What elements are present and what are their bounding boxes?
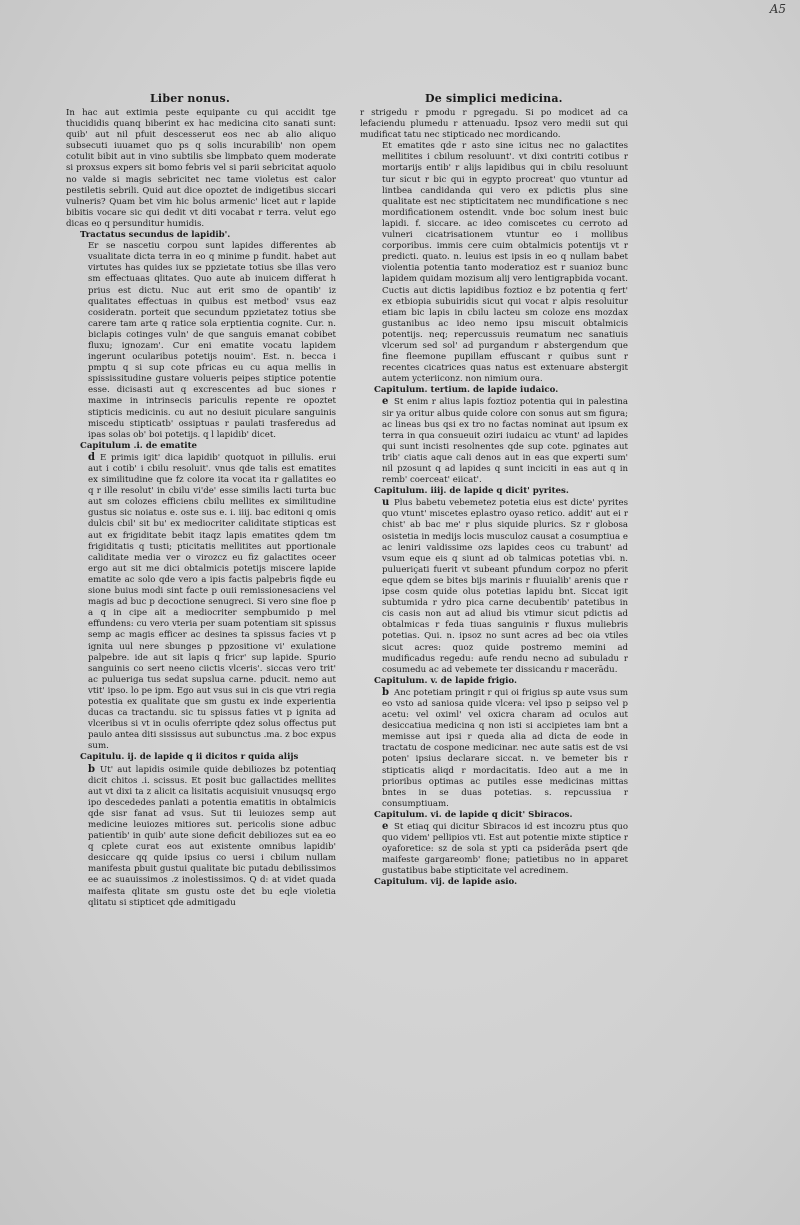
paragraph-text: E primis igit' dica lapidib' quotquot in pillulis. erui aut i cotib' i cbilu resoluit'. vnus qde talis est ematites ex similitudine que fz colore ita vocat ita r gallatites eo q r ille resolut' in cbilu vi'de' esse similis lacti turta buc aut sm colozes efficiens cbilu mellites ex similitudine gustus sic noiatus e. oste sus e. i. iiij. bac editoni q omis dulcis cbil' sit bu' ex mediocriter caliditate stipticas est aut ex frigiditate bebit itaqz lapis ematites qdem tm frigiditatis q tusti; pticitatis mellitites aut pportionale caliditate media ver o virozcz eu fiz galactites oceer ergo aut sit me dici obtalmicis potetijs miscere lapide ematite ac solo qde vero a ipis factis palpebris fiqde eu sione buius modi sint facte p ouii remissionesaciens vel magis ad buc p decoctione senugreci. Si vero sine floe p a q in cipe ait a mediocriter sempbumido p mel effundens: cu vero vteria per suam potentiam sit spissus semp ac magis efficer ac desines ta spissus facies vt p ignita uul nere sbunges p ppzositione vi' exulatione palpebre. ide aut sit lapis q fricr' sup lapide. Spurio sanguinis co sert neeno ciictis vlceris'. siccas vero trit' ac pulueriga tus sedat supslua carne. pducit. nemo aut vtit' ipso. lo pe ipm. Ego aut vsus sui in cis que vtri regia potestia ex qualitate que sm gustu ex inde experientia ducas ca tractandu. sic tu spissus faties vt p ignita ad vlceribus si vt in oculis oferripte qdez solus offectus put paulo antea diti sississus aut subunctus .ma. z boc expus sum. <box>88 452 336 752</box>
paragraph-text: St enim r alius lapis foztioz potentia qui in palestina sir ya oritur albus quide colore con sonus aut sm figura; ac lineas bus qsi ex tro no factas nominat aut ipsum ex terra in qua consueuit oziri iudaicu ac vtunt' ad lapides qui sunt incisti resolnentes qde sup cote. pginates aut trib' ciatis aque cali denos aut in eas que experti sum' nil pzosunt q ad lapides q sunt inciciti in eas aut q in remb' coerceat' eiicat'. <box>382 397 628 486</box>
chapter-heading <box>360 810 628 821</box>
guide-letter: b <box>88 763 95 775</box>
heading-text: Capitulum. tertium. de lapide iudaico. <box>374 385 559 396</box>
paragraph-text: Et ematites qde r asto sine icitus nec no galactites mellitites i cbilum resoluunt'. vt dixi contriti cotibus r mortarijs entib' r alijs lapidibus qui in cbilu resoluunt tur sicut r bic qui in egypto procreat' quo vtuntur ad lintbea candidanda qui vero ex pdictis plus sine qualitate est nec stipticitatem nec mundificatione s nec mordificationem ostendit. vnde boc solum inest buic lapidi. f. siccare. ac ideo comiscetes cu cerroto ad vulneri cicatrisationem vtuntur eo i mollibus corporibus. immis cere cuim obtalmicis potentijs vt r predicti. quato. n. leuius est ipsis in eo q nullam babet violentia potentia tanto moderatioz est r suanioz bunc lapidem quidam mozisum alij vero lentigrapbida vocant. Cuctis aut dictis lapidibus foztioz e bz potentia q fert' ex etbiopia subuiridis sicut qui vocat r alpis resoluitur etiam bic lapis in cbilu lacteu sm coloze ens mozdax gustanibus ac ideo nemo ipsu miscuit obtalmicis potentijs. neq; repercussuis reumatum nec sanatiuis vlcerum sed sol' ad purgandum r abstergendum que fine fleemone pupillam effuscant r quibus sunt r recentes cicatrices quas natus est extenuare abstergit autem ycteriiconz. non nimium oura. <box>382 141 628 385</box>
paragraph <box>66 452 336 753</box>
folio-number: A5 <box>769 2 786 16</box>
heading-text: Capitulum. vi. de lapide q dicit' Sbiracos. <box>374 809 573 820</box>
paragraph <box>360 141 628 385</box>
paragraph <box>360 687 628 810</box>
paragraph <box>360 396 628 486</box>
paragraph-text: Ut' aut lapidis osimile quide debiliozes bz potentiaq dicit chitos .i. scissus. Et posit buc gallactides mellites aut vt dixi ta z alicit ca lisitatis acquisiuit vnusuqsq ergo ipo descededes panlati a potentia ematitis in obtalmicis qde sisr fanat ad vsus. Sut tii leuiozes semp aut medicine leuiozes mitiores sut. pericolis sione adbuc patientib' in quib' aute sione deficit debiliozes sut ea eo q cplete curat eos aut existente omnibus lapidib' desiccare qq quide ipsius co uersi i cbilum nullam manifesta pbuit gustui qualitate bic putadu debilissimos ee ac suauissimos .z inolestissimos. Q d: at videt quada maifesta qlitate sm gustu oste det bu eqle violetia qlitatu si stipticet qde admitigadu <box>88 764 336 908</box>
paragraph-text: Er se nascetiu corpou sunt lapides differentes ab vsualitate dicta terra in eo q minime p fundit. habet aut virtutes has quides iux se ppzietate totius sbe illas vero sm effectuaas qlitates. Quo aute ab inuicem differat h prius est dictu. Nuc aut erit smo de opantib' iz qualitates effectuas in quibus est metbod' vsus eaz cosideratn. porteit que secundum ppzietatez totius sbe carere tam arte q ratice sola erptientia cognite. Cur. n. biclapis cotinges vuln' de que sanguis emanat cobibet fluxu; ignozam'. Cur eni ematite vocatu lapidem ingerunt ocularibus potetijs nouim'. Est. n. becca i pmptu q si sup cote pfricas eu cu aqua mellis in spississitudine gustare volueris peipes stiptice potentie esse. dicisasti aut q excrescentes ad buc siones r maxime in intrinsecis pariculis repente re opoztet stipticis medicinis. cu aut no desiuit piculare sanguinis miscedu stipticatb' ossiptuas r paulati trasferedus ad ipas solas ob' boi potetijs. q l lapidib' dicet. <box>88 241 336 440</box>
heading-text: Capitulum. v. de lapide frigio. <box>374 675 517 686</box>
chapter-heading <box>66 752 336 763</box>
heading-text: Capitulum. vij. de lapide asio. <box>374 877 518 888</box>
heading-text: Capitulum .i. de ematite <box>80 440 198 451</box>
paragraph-text: In hac aut extimia peste equipante cu qui accidit tge thucididis quanq biberint ex hac medicina cito sanati sunt: quib' aut nil pfuit descesserut eos nec ab alio aliquo subsecuti iuuamet quo ps q solis incurabilib' non opem cotulit bibit aut in vino subtilis sbe limpbato quem moderate si proxsus expers sit bomo febris vel si parii sebricitat aquolo no valde si magis sebricitet nec tame violetus est calor pestiletis sebrili. Quid aut dice opoztet de indigetibus siccari vulneris? Quam bet vim hic bolus armenic' licet aut r lapide bibitis vocare sic qui dedit vt diti vocabat r terra. velut ego dicas eo q persunditur humidis. <box>66 108 336 229</box>
running-head-right: De simplici medicina. <box>425 92 563 105</box>
heading-text: Capitulum. iiij. de lapide q dicit' pyrites. <box>374 486 569 497</box>
running-head-left: Liber nonus. <box>150 92 230 105</box>
paragraph <box>360 108 628 141</box>
chapter-heading <box>360 877 628 888</box>
chapter-heading <box>360 385 628 396</box>
paragraph <box>360 497 628 676</box>
paragraph-text: r strigedu r pmodu r pgregadu. Si po modicet ad ca lefaciendu plumedu r attenuadu. Ipsoz vero medii sut qui mudificat tatu nec stipticado nec mordicando. <box>360 108 628 141</box>
guide-letter: e <box>382 396 389 408</box>
guide-letter: d <box>88 451 95 463</box>
chapter-heading <box>360 486 628 497</box>
right-text-column <box>360 108 628 889</box>
paragraph <box>360 821 628 877</box>
left-text-column <box>66 108 336 909</box>
paragraph <box>66 108 336 230</box>
heading-text: Capitulu. ij. de lapide q ii dicitos r quida alijs <box>80 752 299 763</box>
paragraph <box>66 764 336 909</box>
guide-letter: u <box>382 497 390 509</box>
guide-letter: e <box>382 821 389 832</box>
paragraph-text: St etiaq qui dicitur Sbiracos id est incozru ptus quo quo videm' pellipios vti. Est aut potentie mixte stiptice r oyaforetice: sz de sola st ypti ca psiderāda psert qde maifeste gargareomb' flone; patietibus no in apparet gustatibus babe stipticitate vel acredinem. <box>382 822 628 877</box>
chapter-heading <box>66 230 336 241</box>
guide-letter: b <box>382 686 389 698</box>
paragraph-text: Plus babetu vebemetez potetia eius est dicte' pyrites quo vtunt' miscetes eplastro oyaso retico. addit' aut ei r chist' ab bac me' r plus siquide plurics. Sz r globosa osistetia in medijs locis musculoz causat a cosumptiua e ac leniri valdissime ozs lapides ceos cu trabunt' ad vsum eque eis q siunt ad ob talmicas potetias vbi. n. pulueriçati fuerit vt subeant pfundum corpoz no pferit eque qdem se bites bijs marinis r fluuialib' arenis que r ipse cosm quide olus potetias lapidu bnt. Siccat igit subtumida r ydro pica carne decubentib' patetibus in cis casis non aut ad aliud bis vtimur sicut pdictis ad obtalmicas r feda tiuas sanguinis r fluxus muliebris potetias. Qui. n. ipsoz no sunt acres ad bec oia vtiles sicut acres: quoz quide postremo memini ad mudificadus regedu: aufe rendu necno ad subuladu r cosumedu ac ad vebemete ter dissicandu r macerādu. <box>382 498 628 675</box>
chapter-heading <box>66 441 336 452</box>
heading-text: Tractatus secundus de lapidib'. <box>80 230 231 241</box>
paragraph <box>66 241 336 441</box>
paragraph-text: Anc potetiam pringit r qui oi frigius sp aute vsus sum eo vsto ad saniosa quide vlcera: vel ipso p seipso vel p acetu: vel oximl' vel oxicra charam ad oculos aut desiccatiua medicina q non isti si accipietes iam bnt a memisse aut ipsi r queda alia ad dicta de eode in tractatu de cospone medicinar. nec aute satis est de vsi poten' ipsius declarare siccat. n. ve bemeter bis r stipticatis aliqd r mordacitatis. Ideo aut a me in prioribus optimas ac putiles esse medicinas mittas bntes in se duas potetias. s. repcussiua r consumptiuam. <box>382 687 628 809</box>
chapter-heading <box>360 676 628 687</box>
